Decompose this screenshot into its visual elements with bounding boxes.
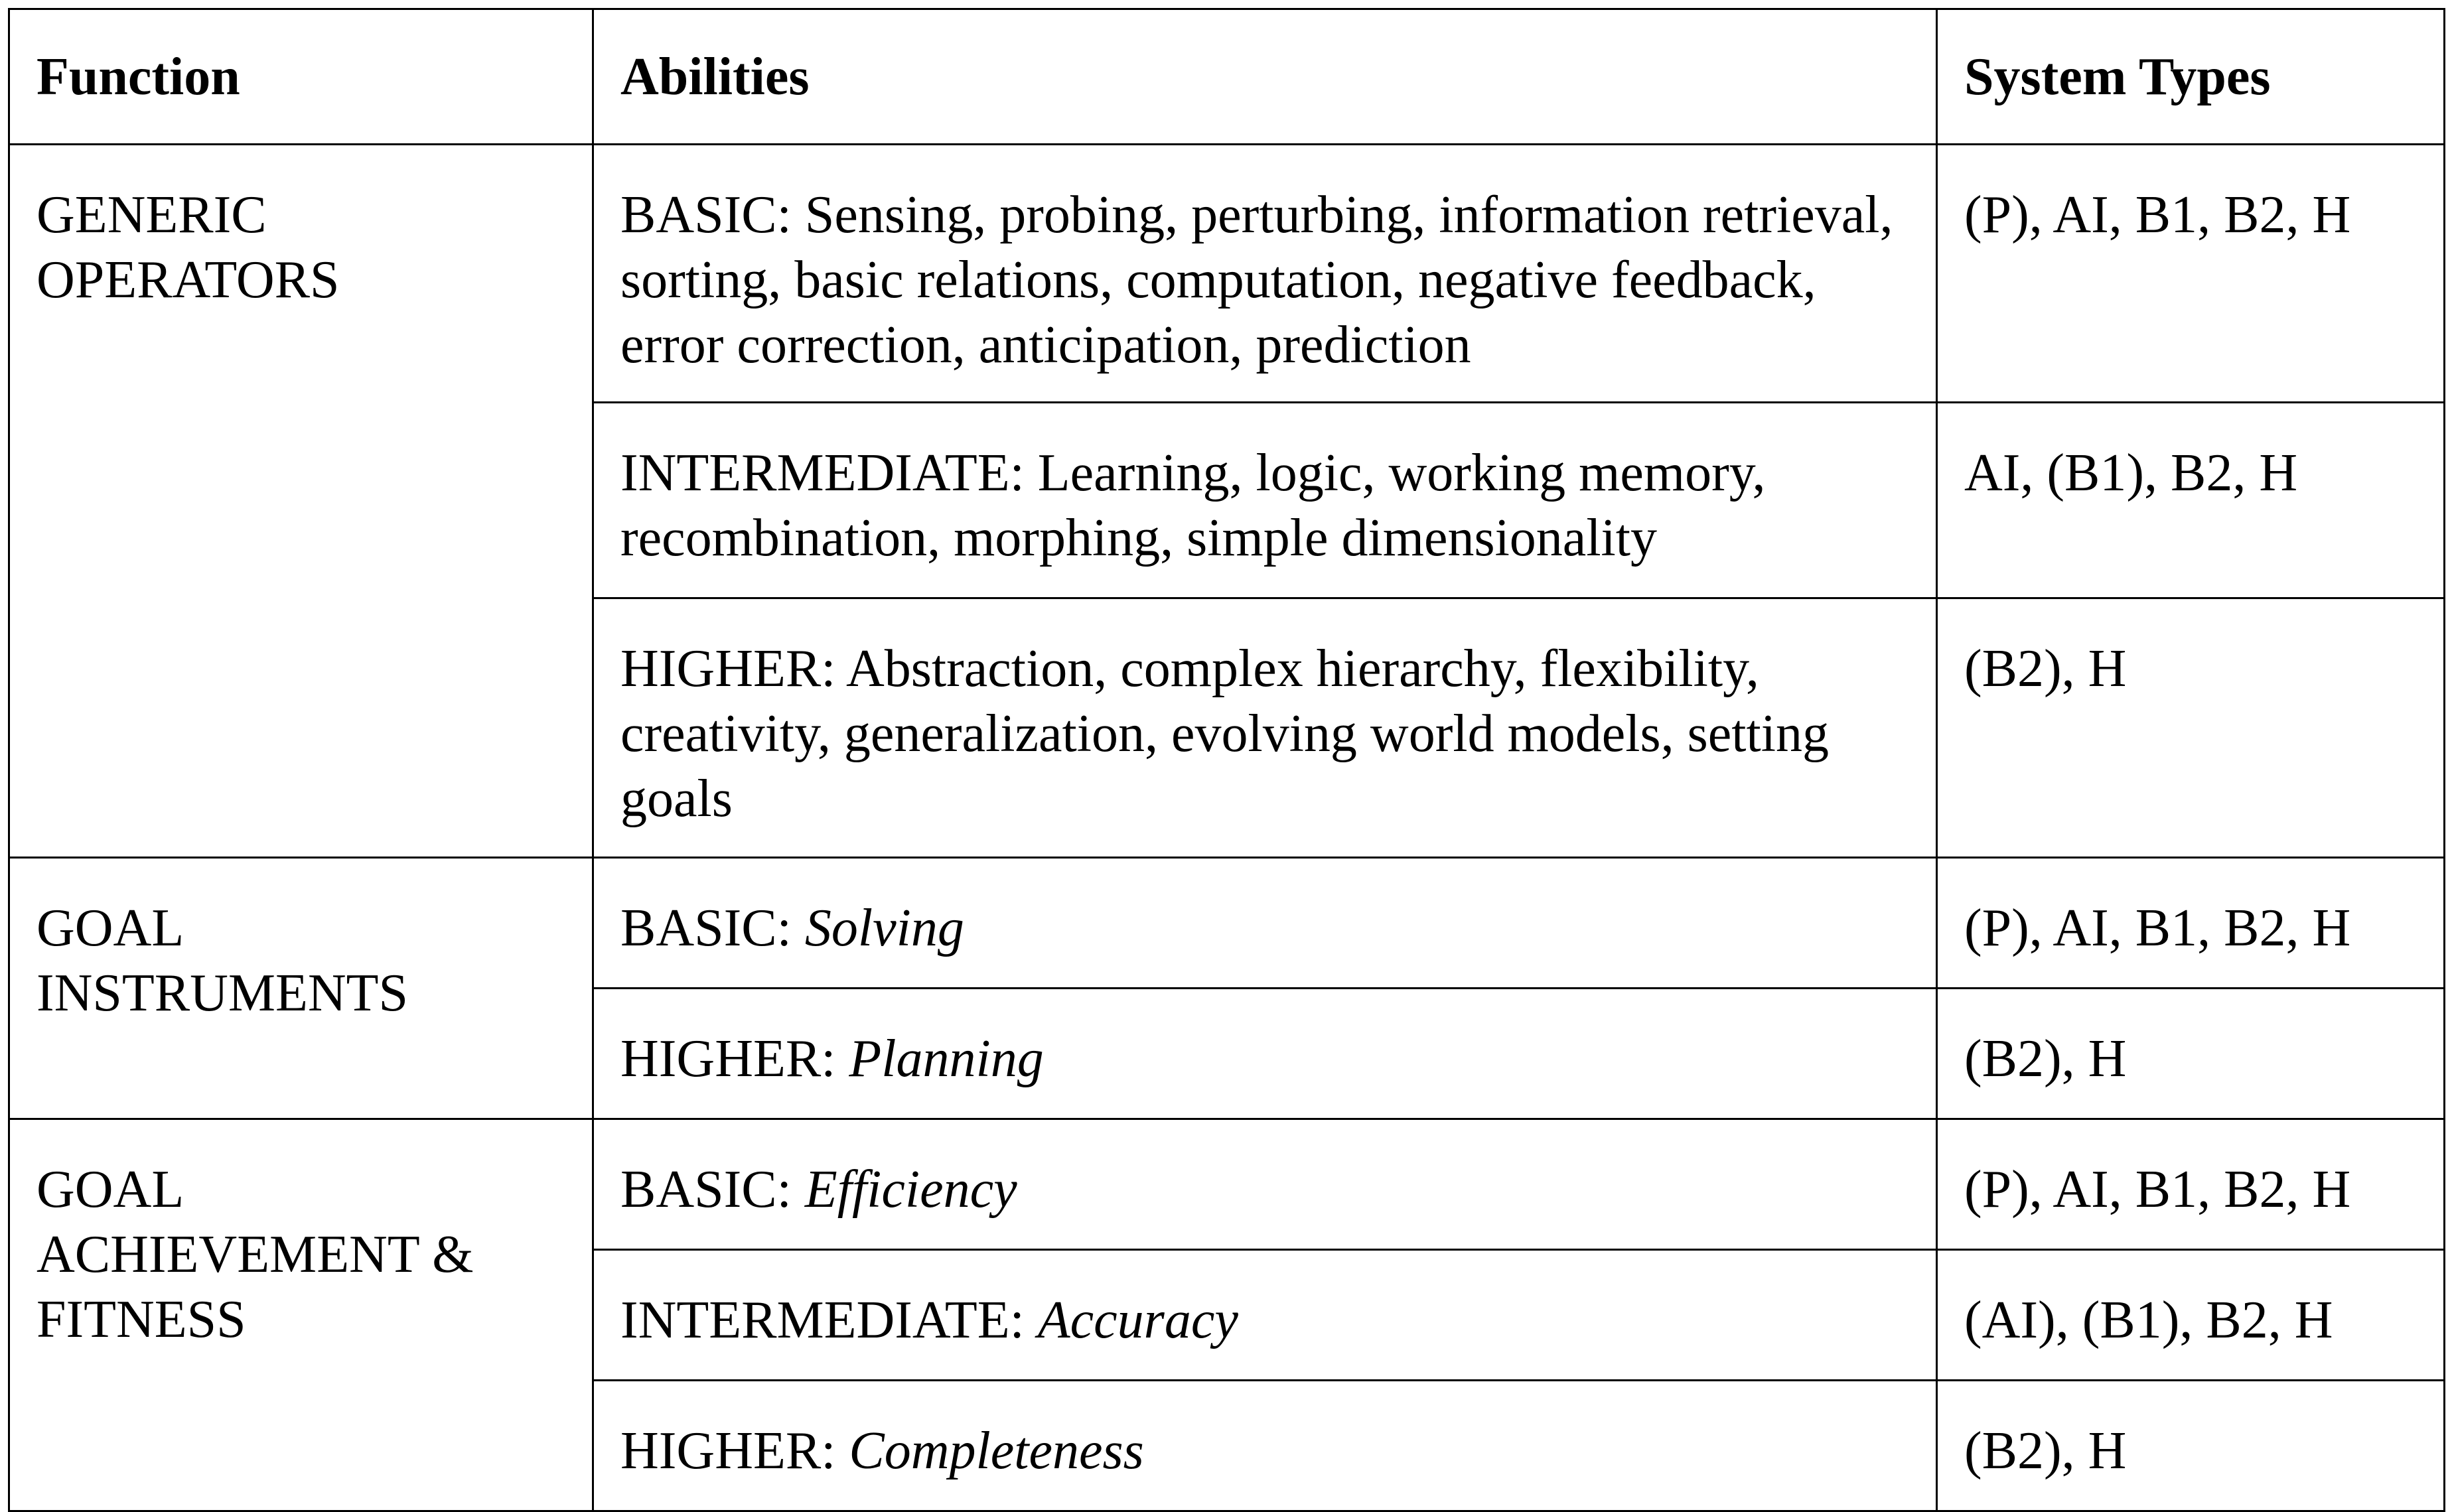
ability-level: HIGHER: xyxy=(620,1030,836,1088)
ability-term: Completeness xyxy=(849,1422,1144,1480)
header-system-types: System Types xyxy=(1937,9,2445,145)
ability-level: BASIC: xyxy=(620,899,792,957)
table-row xyxy=(9,1119,2445,1250)
system-types-cell: AI, (B1), B2, H xyxy=(1937,403,2445,598)
abilities-cell xyxy=(593,145,1937,403)
system-types-cell: (P), AI, B1, B2, H xyxy=(1937,145,2445,403)
table-row xyxy=(9,145,2445,403)
abilities-table xyxy=(8,8,2445,1512)
system-types-cell: (B2), H xyxy=(1937,598,2445,858)
abilities-cell xyxy=(593,1250,1937,1381)
ability-term: Accuracy xyxy=(1037,1291,1238,1349)
ability-level: HIGHER: xyxy=(620,1422,836,1480)
header-abilities: Abilities xyxy=(593,9,1937,145)
abilities-cell xyxy=(593,598,1937,858)
function-cell-goal-instruments: GOAL INSTRUMENTS xyxy=(9,858,593,1119)
ability-level: BASIC: xyxy=(620,186,792,244)
ability-term: Planning xyxy=(849,1030,1044,1088)
ability-list: Sensing, probing, perturbing, information retrieval, sorting, basic relations, computation, negative feedback, error correction, anticipation, prediction xyxy=(620,186,1893,374)
abilities-cell xyxy=(593,1119,1937,1250)
header-row xyxy=(9,9,2445,145)
system-types-cell: (B2), H xyxy=(1937,1381,2445,1511)
abilities-cell xyxy=(593,403,1937,598)
ability-list: Learning, logic, working memory, recombination, morphing, simple dimensionality xyxy=(620,444,1766,567)
function-cell-generic-operators: GENERIC OPERATORS xyxy=(9,145,593,858)
abilities-cell xyxy=(593,989,1937,1119)
ability-level: INTERMEDIATE: xyxy=(620,444,1025,502)
system-types-cell: (P), AI, B1, B2, H xyxy=(1937,858,2445,989)
abilities-cell xyxy=(593,1381,1937,1511)
ability-level: INTERMEDIATE: xyxy=(620,1291,1025,1349)
ability-level: BASIC: xyxy=(620,1160,792,1219)
ability-term: Solving xyxy=(804,899,964,957)
ability-level: HIGHER: xyxy=(620,640,836,698)
ability-term: Efficiency xyxy=(804,1160,1017,1219)
system-types-cell: (B2), H xyxy=(1937,989,2445,1119)
table-row xyxy=(9,858,2445,989)
function-cell-goal-achievement-fitness: GOAL ACHIEVEMENT & FITNESS xyxy=(9,1119,593,1511)
system-types-cell: (AI), (B1), B2, H xyxy=(1937,1250,2445,1381)
ability-list: Abstraction, complex hierarchy, flexibility, creativity, generalization, evolving world models, setting goals xyxy=(620,640,1829,828)
header-function: Function xyxy=(9,9,593,145)
system-types-cell: (P), AI, B1, B2, H xyxy=(1937,1119,2445,1250)
abilities-cell xyxy=(593,858,1937,989)
